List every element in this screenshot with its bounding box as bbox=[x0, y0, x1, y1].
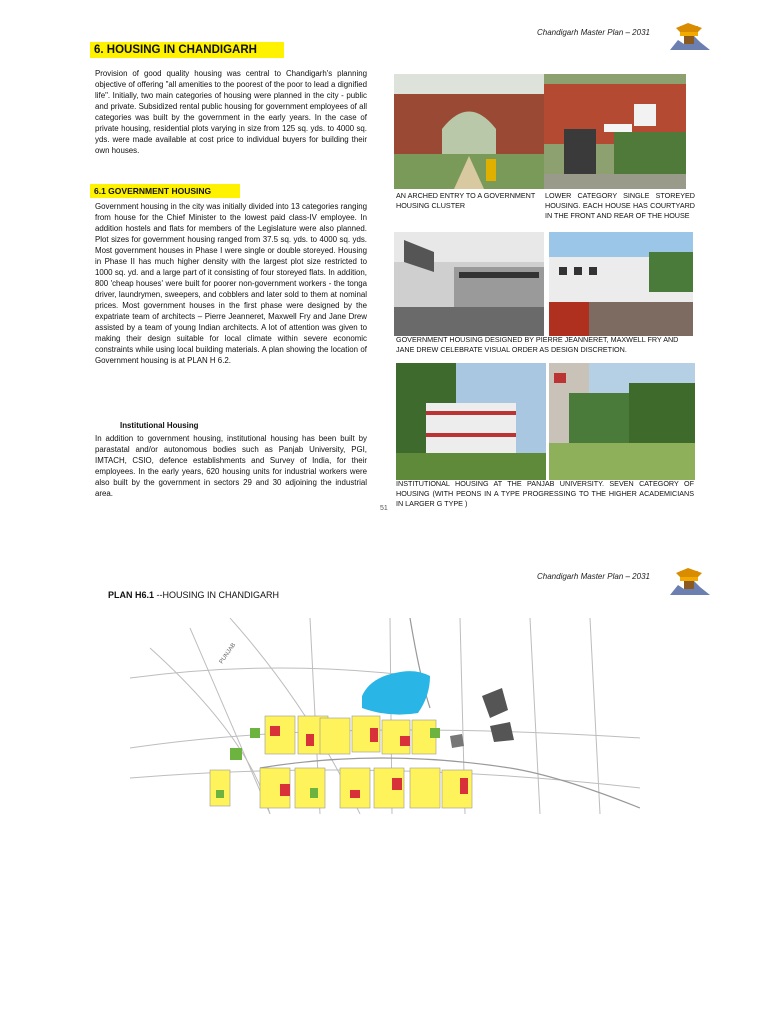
page-header: Chandigarh Master Plan – 2031 bbox=[537, 28, 650, 37]
institutional-paragraph: In addition to government housing, institutional housing has been built by parastatal and/or autonomous bodies such as Panjab University, PGI, IMTACH, CSIO, defence establishments and Survey of India, for their employees. In the early years, 620 housing units for industrial workers were also built by the government in sectors 29 and 30 adjoining the industrial area. bbox=[95, 434, 367, 498]
plan-title-code: PLAN H6.1 bbox=[108, 590, 155, 600]
chandigarh-logo-icon-2 bbox=[668, 567, 712, 597]
plan-title-text: --HOUSING IN CHANDIGARH bbox=[154, 590, 280, 600]
housing-map bbox=[130, 618, 640, 814]
caption-arched-entry: AN ARCHED ENTRY TO A GOVERNMENT HOUSING CLUSTER bbox=[396, 191, 536, 210]
photo-institutional-housing-1 bbox=[396, 363, 546, 480]
gov-housing-paragraph: Government housing in the city was initially divided into 13 categories ranging from house for the Chief Minister to the lowest paid class-IV employee. In addition hostels and flats for members of the Legislature were also planned. Plot sizes for government housing ranged from 37.5 sq. yds. to 4000 sq. yds. Most government houses in Phase I were single or double storeyed. Housing in Phase II has much higher density with the largest plot size restricted to 1000 sq. yd. and a large part of it consisting of four storeyed flats. In addition, 800 'cheap houses' were built for poorer non-government workers - the tonga driver, laundrymen, sweepers, and cobblers and later sold to them at nominal prices. Most government houses in the first phase were designed by the expatriate team of architects – Pierre Jeanneret, Maxwell Fry and Jane Drew assisted by a team of young Indian architects. A lot of attention was given to making their design suitable for local climate within severe economic constraints while using local building materials. A plan showing the location of Government housing is at PLAN H 6.2. bbox=[95, 202, 367, 365]
intro-paragraph: Provision of good quality housing was central to Chandigarh's planning objective of offering "all amenities to the poorest of the poor to lead a dignified life". Initially, two main categories of housing were planned in the city - public and private. Subsidized rental public housing for government employees of all categories was built by the government in the early years. In the case of private housing, residential plots varying in size from 125 sq. yds. to 4000 sq. yds. were made available at cost price to individual buyers for building their own houses. bbox=[95, 69, 367, 155]
plan-title bbox=[108, 590, 279, 600]
photo-government-housing-bw bbox=[394, 232, 544, 336]
section-title: 6. HOUSING IN CHANDIGARH bbox=[90, 42, 284, 58]
page-number: 51 bbox=[380, 505, 388, 512]
photo-institutional-housing-2 bbox=[549, 363, 695, 480]
caption-institutional-housing: INSTITUTIONAL HOUSING AT THE PANJAB UNIVERSITY. SEVEN CATEGORY OF HOUSING (WITH PEONS IN A TYPE PROGRESSING TO THE HIGHER ACADEMICIANS IN LARGER G TYPE ) bbox=[396, 479, 694, 508]
photo-white-houses bbox=[549, 232, 693, 336]
caption-government-housing: GOVERNMENT HOUSING DESIGNED BY PIERRE JEANNERET, MAXWELL FRY AND JANE DREW CELEBRATE VISUAL ORDER AS DESIGN DISCRETION. bbox=[396, 335, 679, 354]
caption-lower-category: LOWER CATEGORY SINGLE STOREYED HOUSING. EACH HOUSE HAS COURTYARD IN THE FRONT AND REAR OF THE HOUSE bbox=[545, 191, 695, 220]
subsection-title: 6.1 GOVERNMENT HOUSING bbox=[90, 184, 240, 198]
photo-lower-category-housing bbox=[544, 74, 686, 189]
map-label-punjab: PUNJAB bbox=[218, 642, 238, 666]
page2-header: Chandigarh Master Plan – 2031 bbox=[537, 572, 650, 581]
photo-arched-entry bbox=[394, 74, 544, 189]
chandigarh-logo-icon bbox=[668, 22, 712, 52]
institutional-heading: Institutional Housing bbox=[120, 421, 199, 430]
